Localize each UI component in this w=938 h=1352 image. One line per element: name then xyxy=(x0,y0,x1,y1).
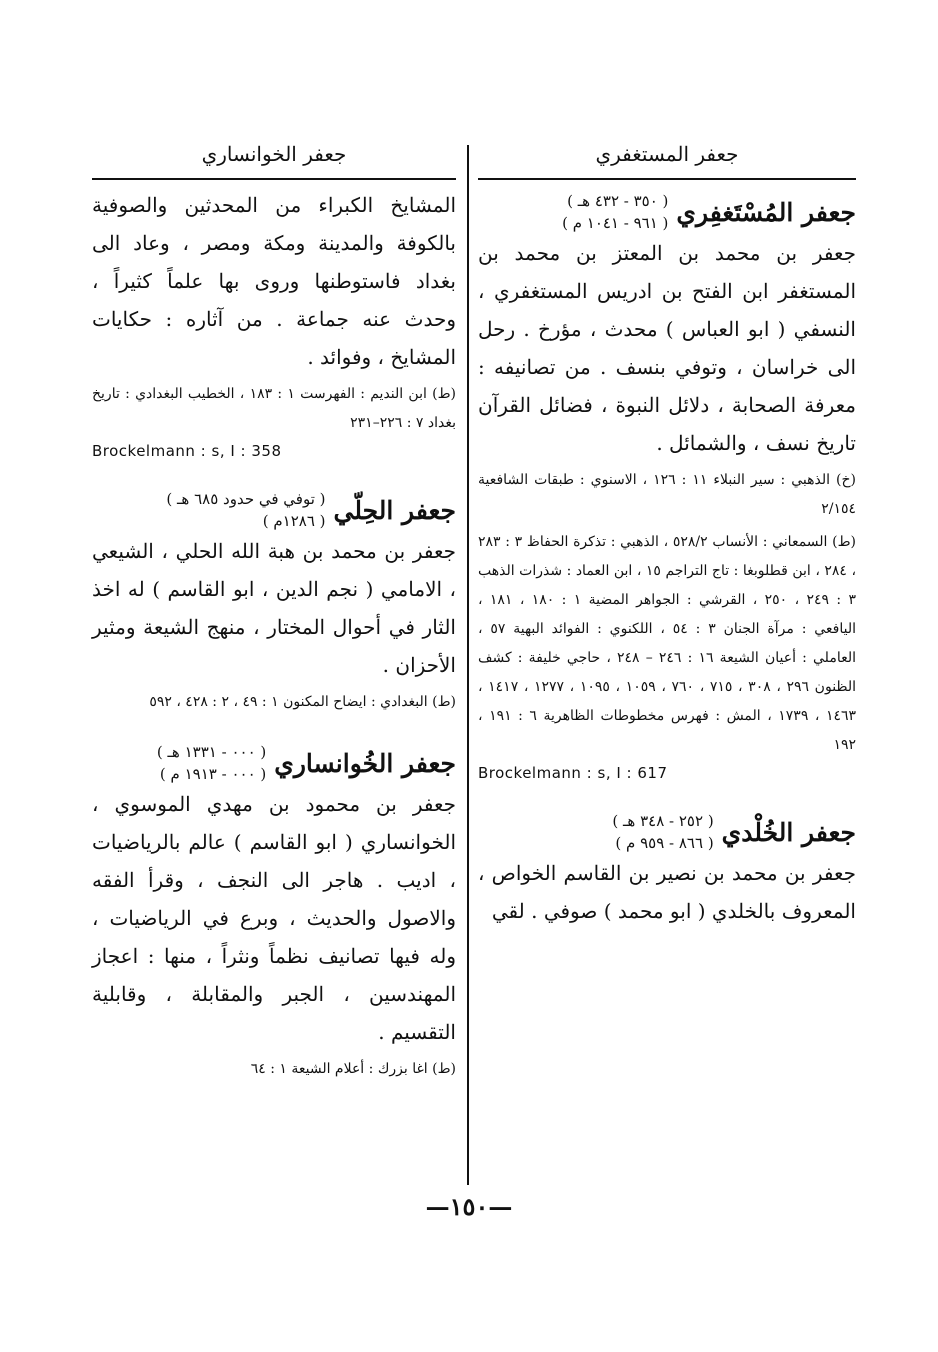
entry-dates xyxy=(612,810,713,854)
entry-heading xyxy=(478,190,856,234)
latin-reference: Brockelmann : s, I : 617 xyxy=(478,764,668,782)
entry-name: جعفر الخُلْدي xyxy=(721,817,856,847)
running-head-left: جعفر الخوانساري xyxy=(92,130,456,180)
entry-refs-printed: (ط) اغا بزرك : أعلام الشيعة ١ : ٦٤ xyxy=(250,1061,456,1077)
hijri-dates: ( ٢٥٢ - ٣٤٨ هـ ) xyxy=(612,812,714,830)
gregorian-dates: ( ١٢٨٦م ) xyxy=(262,512,326,530)
entry-text: جعفر بن محمد بن هبة الله الحلي ، الشيعي ، الامامي ( نجم الدين ، ابو القاسم ) له اخذ الثار في أحوال المختار ، منهج الشيعة ومثير الأحزان . xyxy=(92,539,456,677)
latin-reference: Brockelmann : s, I : 358 xyxy=(92,442,282,460)
entry-name: جعفر الخُوانساري xyxy=(274,748,456,778)
gregorian-dates: ( ٩٦١ - ١٠٤١ م ) xyxy=(562,214,669,232)
gregorian-dates: ( ٠٠٠ - ١٩١٣ م ) xyxy=(159,765,267,783)
entry-text: المشايخ الكبراء من المحدثين والصوفية بالكوفة والمدينة ومكة ومصر ، وعاد الى بغداد فاستوطنها وروى بها علماً كثيراً ، وحدث عنه جماعة . من آثاره : حكايات المشايخ ، وفوائد . xyxy=(92,193,456,369)
hijri-dates: ( ٠٠٠ - ١٣٣١ هـ ) xyxy=(156,743,267,761)
entry-name: جعفر الحِلّي xyxy=(333,495,456,525)
entry-heading xyxy=(478,810,856,854)
entry-text: جعفر بن محمود بن مهدي الموسوي ، الخوانساري ( ابو القاسم ) عالم بالرياضيات ، اديب . هاجر الى النجف ، وقرأ الفقه والاصول والحديث ، وبرع في الرياضيات ، وله فيها تصانيف نظماً ونثراً ، منها : اعجاز المهندسين ، الجبر والمقابلة ، وقابلية التقسيم . xyxy=(92,792,456,1044)
page-number: —١٥٠— xyxy=(425,1192,513,1221)
entry-dates xyxy=(157,741,266,785)
entry-refs-manuscript: (خ) الذهبي : سير النبلاء ١١ : ١٢٦ ، الاسنوي : طبقات الشافعية ٢/١٥٤ xyxy=(478,472,856,517)
entry-dates xyxy=(166,488,325,532)
entry-heading xyxy=(92,488,456,532)
right-column xyxy=(478,130,856,930)
entry-refs-printed: (ط) ابن النديم : الفهرست ١ : ١٨٣ ، الخطيب البغدادي : تاريخ بغداد ٧ : ٢٢٦–٢٣١ xyxy=(92,386,456,431)
entry-mustaghfiri xyxy=(478,190,856,786)
entry-khwansari xyxy=(92,741,456,1084)
hijri-dates: ( توفي في حدود ٦٨٥ هـ ) xyxy=(166,490,326,508)
running-head-right: جعفر المستغفري xyxy=(478,130,856,180)
column-divider xyxy=(467,145,469,1185)
entry-text: جعفر بن محمد بن المعتز بن محمد بن المستغفر ابن الفتح بن ادريس المستغفري ، النسفي ( ابو العباس ) محدث ، مؤرخ . رحل الى خراسان ، وتوفي بنسف . من تصانيفه : معرفة الصحابة ، دلائل النبوة ، فضائل القرآن تاريخ نسف ، والشمائل . xyxy=(478,241,856,455)
hijri-dates: ( ٣٥٠ - ٤٣٢ هـ ) xyxy=(567,192,669,210)
entry-khuldi xyxy=(478,810,856,930)
entry-name: جعفر المُسْتَغفِري xyxy=(676,197,856,227)
left-column xyxy=(92,130,456,1084)
entry-dates xyxy=(562,190,668,234)
entry-hilli xyxy=(92,488,456,717)
entry-text: جعفر بن محمد بن نصير بن القاسم الخواص ، المعروف بالخلدي ( ابو محمد ) صوفي . لقي xyxy=(478,861,856,923)
entry-heading xyxy=(92,741,456,785)
entry-continuation xyxy=(92,186,456,464)
entry-refs-printed: (ط) السمعاني : الأنساب ٥٢٨/٢ ، الذهبي : تذكرة الحفاظ ٣ : ٢٨٣ ، ٢٨٤ ، ابن قطلوبغا : تاج التراجم ١٥ ، ابن العماد : شذرات الذهب ٣ : ٢٤٩ ، ٢٥٠ ، القرشي : الجواهر المضية ١ : ١٨٠ ، ١٨١ ، اليافعي : مرآة الجنان ٣ : ٥٤ ، اللكنوي : الفوائد البهية ٥٧ ، العاملي : أعيان الشيعة ١٦ : ٢٤٦ – ٢٤٨ ، حاجي خليفة : كشف الظنون ٢٩٦ ، ٣٠٨ ، ٧١٥ ، ٧٦٠ ، ١٠٥٩ ، ١٠٩٥ ، ١٢٧٧ ، ١٤١٧ ، ١٤٦٣ ، ١٧٣٩ ، المش : فهرس مخطوطات الظاهرية ٦ : ١٩١ ، ١٩٢ xyxy=(478,534,857,753)
entry-refs-printed: (ط) البغدادي : ايضاح المكنون ١ : ٤٩ ، ٢ : ٤٢٨ ، ٥٩٢ xyxy=(149,694,456,710)
gregorian-dates: ( ٨٦٦ - ٩٥٩ م ) xyxy=(615,834,714,852)
